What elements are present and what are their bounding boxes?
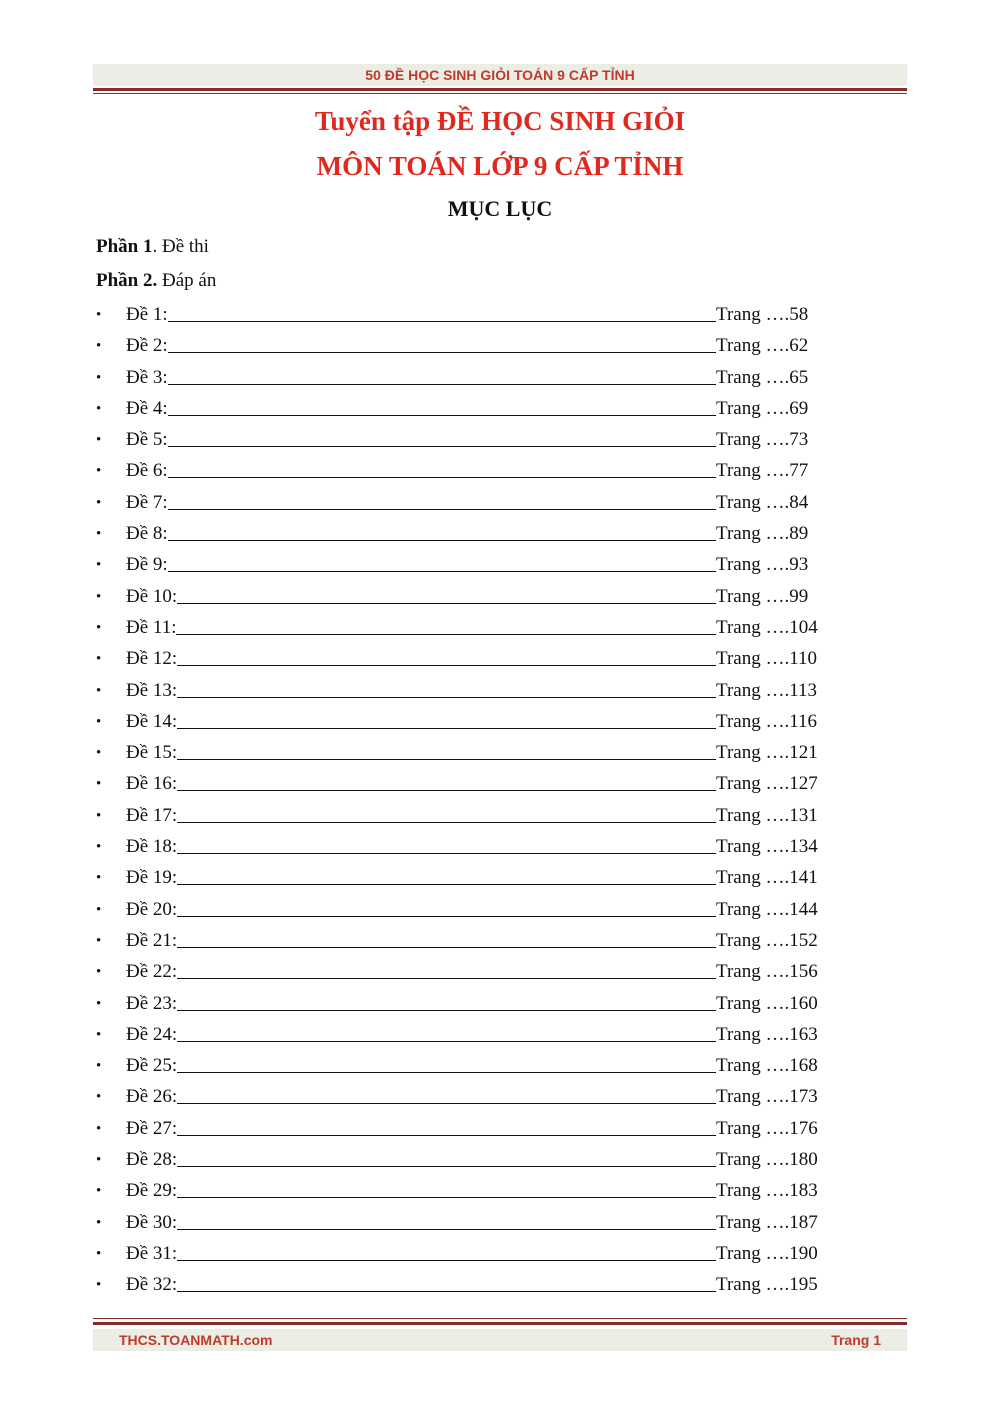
running-header xyxy=(93,64,907,86)
toc-leader-line xyxy=(177,1197,716,1198)
toc-entry-page: Trang ….99 xyxy=(716,585,809,607)
toc-leader-line xyxy=(177,1103,716,1104)
toc-entry-page: Trang ….131 xyxy=(716,804,818,826)
toc-entry xyxy=(96,1149,856,1180)
toc-leader-line xyxy=(168,571,716,572)
toc-entry xyxy=(96,335,856,366)
toc-entry xyxy=(96,429,856,460)
toc-entry-label: Đề 1: xyxy=(126,304,168,325)
toc-entry-page: Trang ….62 xyxy=(716,335,809,357)
running-header-text: 50 ĐỀ HỌC SINH GIỎI TOÁN 9 CẤP TỈNH xyxy=(365,67,635,83)
toc-entry-label: Đề 24: xyxy=(126,1023,178,1045)
part-2 xyxy=(96,270,216,292)
toc-entry xyxy=(96,742,856,773)
header-rule-thin xyxy=(93,93,907,94)
toc-entry-label: Đề 4: xyxy=(126,397,168,419)
bullet-icon: • xyxy=(96,1058,102,1075)
toc-entry-label: Đề 32: xyxy=(126,1274,178,1296)
toc-entry xyxy=(96,711,856,742)
toc-entry-label: Đề 10: xyxy=(126,585,178,607)
toc-leader-line xyxy=(177,1260,716,1261)
toc-entry-label: Đề 15: xyxy=(126,742,178,764)
bullet-icon: • xyxy=(96,745,102,762)
toc-entry xyxy=(96,1243,856,1274)
bullet-icon: • xyxy=(96,369,102,386)
toc-leader-line xyxy=(177,853,716,854)
toc-entry xyxy=(96,961,856,992)
bullet-icon: • xyxy=(96,400,102,417)
bullet-icon: • xyxy=(96,1152,102,1169)
toc-leader-line xyxy=(177,1010,716,1011)
toc-entry-page: Trang ….163 xyxy=(716,1023,818,1045)
part-1 xyxy=(96,236,209,258)
toc-entry-label: Đề 26: xyxy=(126,1086,178,1108)
bullet-icon: • xyxy=(96,1120,102,1137)
toc-list xyxy=(96,304,856,1306)
toc-entry-label: Đề 21: xyxy=(126,929,178,951)
bullet-icon: • xyxy=(96,494,102,511)
toc-entry-page: Trang ….134 xyxy=(716,836,818,858)
toc-entry-label: Đề 16: xyxy=(126,773,178,795)
bullet-icon: • xyxy=(96,1214,102,1231)
toc-leader-line xyxy=(168,352,716,353)
toc-entry-page: Trang ….77 xyxy=(716,460,809,482)
toc-entry-page: Trang ….187 xyxy=(716,1211,818,1233)
footer-rule-thin xyxy=(93,1318,907,1319)
toc-entry-label: Đề 28: xyxy=(126,1149,178,1171)
toc-leader-line xyxy=(177,1229,716,1230)
toc-leader-line xyxy=(176,634,716,635)
bullet-icon: • xyxy=(96,1277,102,1294)
toc-entry-label: Đề 11: xyxy=(126,616,177,638)
toc-entry xyxy=(96,1024,856,1055)
toc-leader-line xyxy=(177,603,716,604)
bullet-icon: • xyxy=(96,1245,102,1262)
toc-entry-label: Đề 12: xyxy=(126,648,178,670)
document-title-line2: MÔN TOÁN LỚP 9 CẤP TỈNH xyxy=(316,151,684,181)
bullet-icon: • xyxy=(96,1089,102,1106)
toc-leader-line xyxy=(168,321,716,322)
bullet-icon: • xyxy=(96,901,102,918)
toc-leader-line xyxy=(177,884,716,885)
toc-entry-page: Trang ….144 xyxy=(716,898,818,920)
toc-leader-line xyxy=(177,916,716,917)
footer-site: THCS.TOANMATH.com xyxy=(119,1332,273,1348)
toc-entry-label: Đề 13: xyxy=(126,679,178,701)
bullet-icon: • xyxy=(96,839,102,856)
toc-entry xyxy=(96,304,856,335)
toc-entry-label: Đề 14: xyxy=(126,710,178,732)
toc-entry-label: Đề 23: xyxy=(126,992,178,1014)
toc-entry-page: Trang ….89 xyxy=(716,523,809,545)
toc-entry xyxy=(96,367,856,398)
toc-entry-page: Trang ….69 xyxy=(716,397,809,419)
toc-entry-label: Đề 27: xyxy=(126,1117,178,1139)
toc-entry xyxy=(96,899,856,930)
bullet-icon: • xyxy=(96,1026,102,1043)
document-title-line1: Tuyển tập ĐỀ HỌC SINH GIỎI xyxy=(314,106,686,136)
running-footer xyxy=(93,1329,907,1351)
toc-leader-line xyxy=(177,790,716,791)
part-2-text: Đáp án xyxy=(162,270,217,291)
toc-entry-page: Trang ….176 xyxy=(716,1117,818,1139)
toc-entry xyxy=(96,1055,856,1086)
toc-entry-label: Đề 8: xyxy=(126,523,168,545)
bullet-icon: • xyxy=(96,432,102,449)
toc-entry-page: Trang ….156 xyxy=(716,961,818,983)
bullet-icon: • xyxy=(96,338,102,355)
toc-leader-line xyxy=(168,540,716,541)
toc-entry xyxy=(96,836,856,867)
toc-entry-page: Trang ….121 xyxy=(716,742,818,764)
toc-entry-page: Trang ….104 xyxy=(716,616,818,638)
part-1-label: Phần 1 xyxy=(96,236,153,257)
toc-leader-line xyxy=(177,1166,716,1167)
toc-leader-line xyxy=(168,477,716,478)
toc-entry-label: Đề 25: xyxy=(126,1055,178,1077)
bullet-icon: • xyxy=(96,557,102,574)
bullet-icon: • xyxy=(96,463,102,480)
toc-entry-page: Trang ….160 xyxy=(716,992,818,1014)
toc-heading: MỤC LỤC xyxy=(447,196,553,221)
toc-entry-page: Trang ….58 xyxy=(716,304,809,325)
toc-entry xyxy=(96,993,856,1024)
bullet-icon: • xyxy=(96,588,102,605)
bullet-icon: • xyxy=(96,1183,102,1200)
toc-entry xyxy=(96,398,856,429)
toc-entry-page: Trang ….152 xyxy=(716,929,818,951)
toc-entry xyxy=(96,867,856,898)
toc-entry-page: Trang ….141 xyxy=(716,867,818,889)
toc-entry-page: Trang ….113 xyxy=(716,679,817,701)
toc-leader-line xyxy=(177,697,716,698)
footer-rule-thick xyxy=(93,1322,907,1325)
bullet-icon: • xyxy=(96,713,102,730)
toc-entry xyxy=(96,648,856,679)
bullet-icon: • xyxy=(96,995,102,1012)
toc-entry xyxy=(96,523,856,554)
toc-leader-line xyxy=(177,728,716,729)
toc-entry xyxy=(96,617,856,648)
bullet-icon: • xyxy=(96,619,102,636)
toc-entry-label: Đề 9: xyxy=(126,554,168,576)
bullet-icon: • xyxy=(96,776,102,793)
toc-entry xyxy=(96,554,856,585)
toc-entry-page: Trang ….190 xyxy=(716,1242,818,1264)
footer-page-number: Trang 1 xyxy=(831,1332,881,1348)
toc-leader-line xyxy=(177,1291,716,1292)
toc-leader-line xyxy=(177,978,716,979)
bullet-icon: • xyxy=(96,526,102,543)
header-rule-thick xyxy=(93,88,907,91)
toc-entry xyxy=(96,680,856,711)
toc-entry-label: Đề 2: xyxy=(126,335,168,357)
toc-entry-label: Đề 18: xyxy=(126,836,178,858)
toc-entry xyxy=(96,805,856,836)
toc-entry xyxy=(96,1274,856,1305)
part-2-label: Phần 2. xyxy=(96,270,158,291)
toc-leader-line xyxy=(177,822,716,823)
toc-entry xyxy=(96,1180,856,1211)
toc-entry xyxy=(96,1212,856,1243)
bullet-icon: • xyxy=(96,870,102,887)
toc-entry-label: Đề 17: xyxy=(126,804,178,826)
part-1-text: Đề thi xyxy=(162,236,209,257)
toc-entry xyxy=(96,1086,856,1117)
toc-entry xyxy=(96,460,856,491)
toc-entry-page: Trang ….116 xyxy=(716,710,817,732)
toc-entry xyxy=(96,492,856,523)
toc-entry-page: Trang ….173 xyxy=(716,1086,818,1108)
toc-entry-label: Đề 7: xyxy=(126,491,168,513)
toc-leader-line xyxy=(177,1072,716,1073)
toc-entry-label: Đề 22: xyxy=(126,961,178,983)
bullet-icon: • xyxy=(96,932,102,949)
toc-leader-line xyxy=(168,446,716,447)
toc-entry-page: Trang ….183 xyxy=(716,1180,818,1202)
bullet-icon: • xyxy=(96,964,102,981)
toc-entry xyxy=(96,773,856,804)
toc-entry-page: Trang ….73 xyxy=(716,429,809,451)
toc-entry-page: Trang ….110 xyxy=(716,648,817,670)
part-1-sep: . xyxy=(152,236,162,257)
toc-entry-page: Trang ….180 xyxy=(716,1149,818,1171)
toc-entry-label: Đề 3: xyxy=(126,366,168,388)
toc-entry-label: Đề 30: xyxy=(126,1211,178,1233)
toc-entry xyxy=(96,930,856,961)
toc-entry-page: Trang ….65 xyxy=(716,366,809,388)
bullet-icon: • xyxy=(96,807,102,824)
bullet-icon: • xyxy=(96,651,102,668)
toc-entry-page: Trang ….84 xyxy=(716,491,809,513)
toc-entry-label: Đề 6: xyxy=(126,460,168,482)
toc-entry-label: Đề 29: xyxy=(126,1180,178,1202)
toc-entry-label: Đề 20: xyxy=(126,898,178,920)
toc-leader-line xyxy=(168,509,716,510)
toc-entry-page: Trang ….195 xyxy=(716,1274,818,1296)
toc-entry xyxy=(96,1118,856,1149)
toc-leader-line xyxy=(177,947,716,948)
toc-entry-page: Trang ….93 xyxy=(716,554,809,576)
toc-leader-line xyxy=(177,1135,716,1136)
toc-entry-page: Trang ….127 xyxy=(716,773,818,795)
toc-entry-label: Đề 31: xyxy=(126,1242,178,1264)
toc-entry-page: Trang ….168 xyxy=(716,1055,818,1077)
toc-leader-line xyxy=(177,759,716,760)
toc-leader-line xyxy=(168,384,716,385)
toc-entry xyxy=(96,586,856,617)
toc-entry-label: Đề 19: xyxy=(126,867,178,889)
toc-entry-label: Đề 5: xyxy=(126,429,168,451)
bullet-icon: • xyxy=(96,682,102,699)
bullet-icon: • xyxy=(96,307,102,323)
toc-leader-line xyxy=(177,665,716,666)
toc-leader-line xyxy=(168,415,716,416)
toc-leader-line xyxy=(177,1041,716,1042)
